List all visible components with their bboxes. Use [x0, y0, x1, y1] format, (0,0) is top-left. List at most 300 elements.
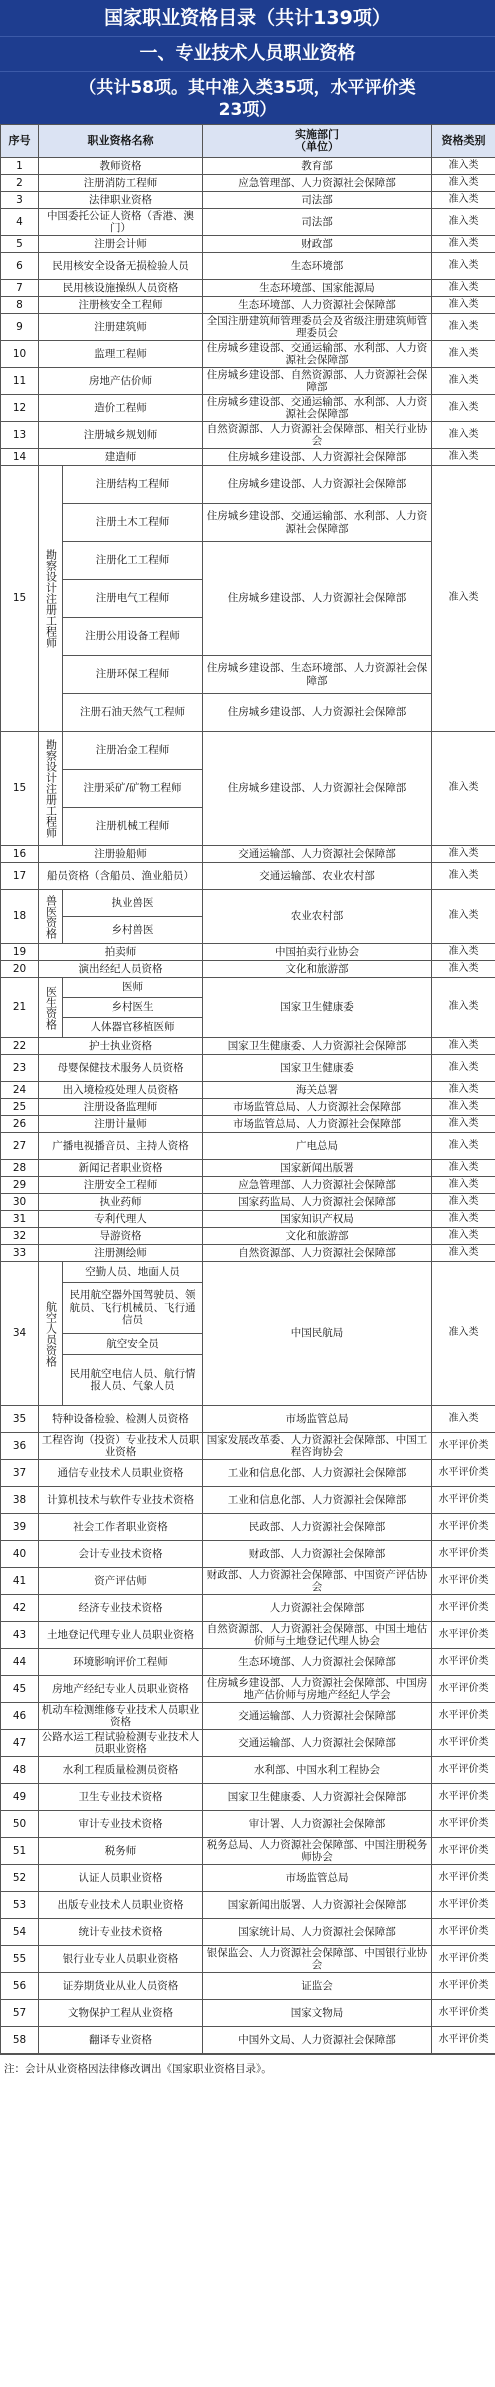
qualification-name: 房地产经纪专业人员职业资格	[39, 1676, 203, 1703]
table-row	[1, 466, 495, 504]
qualification-type: 水平评价类	[432, 1838, 495, 1865]
qualification-name: 教师资格	[39, 158, 203, 175]
row-number: 3	[1, 192, 39, 209]
row-number: 8	[1, 297, 39, 314]
table-row	[1, 1622, 495, 1649]
implementing-dept: 司法部	[203, 209, 432, 236]
qualification-name: 审计专业技术资格	[39, 1811, 203, 1838]
qualification-name: 注册石油天然气工程师	[63, 694, 203, 732]
qualification-name: 注册城乡规划师	[39, 422, 203, 449]
qualification-type: 水平评价类	[432, 1811, 495, 1838]
table-row	[1, 846, 495, 863]
qualification-name: 执业药师	[39, 1194, 203, 1211]
implementing-dept: 税务总局、人力资源社会保障部、中国注册税务师协会	[203, 1838, 432, 1865]
table-row	[1, 1228, 495, 1245]
qualification-name: 法律职业资格	[39, 192, 203, 209]
qualification-name: 监理工程师	[39, 341, 203, 368]
implementing-dept: 住房城乡建设部、人力资源社会保障部	[203, 449, 432, 466]
qualification-name: 航空安全员	[63, 1334, 203, 1355]
table-row	[1, 944, 495, 961]
qualification-type: 准入类	[432, 395, 495, 422]
implementing-dept: 交通运输部、人力资源社会保障部	[203, 846, 432, 863]
table-row	[1, 542, 495, 580]
row-number: 27	[1, 1133, 39, 1160]
implementing-dept: 住房城乡建设部、交通运输部、水利部、人力资源社会保障部	[203, 504, 432, 542]
qualification-type: 水平评价类	[432, 1892, 495, 1919]
qualification-type: 准入类	[432, 158, 495, 175]
row-number: 48	[1, 1757, 39, 1784]
table-row	[1, 1460, 495, 1487]
qualification-name: 注册安全工程师	[39, 1177, 203, 1194]
implementing-dept: 自然资源部、人力资源社会保障部、中国土地估价师与土地登记代理人协会	[203, 1622, 432, 1649]
row-number: 12	[1, 395, 39, 422]
implementing-dept: 住房城乡建设部、生态环境部、人力资源社会保障部	[203, 656, 432, 694]
qualification-type: 准入类	[432, 1245, 495, 1262]
qualification-type: 水平评价类	[432, 1487, 495, 1514]
row-number: 18	[1, 890, 39, 944]
row-number: 1	[1, 158, 39, 175]
implementing-dept: 审计署、人力资源社会保障部	[203, 1811, 432, 1838]
implementing-dept: 工业和信息化部、人力资源社会保障部	[203, 1460, 432, 1487]
row-number: 26	[1, 1116, 39, 1133]
implementing-dept: 人力资源社会保障部	[203, 1595, 432, 1622]
row-number: 4	[1, 209, 39, 236]
implementing-dept: 生态环境部、国家能源局	[203, 280, 432, 297]
implementing-dept: 交通运输部、农业农村部	[203, 863, 432, 890]
row-number: 41	[1, 1568, 39, 1595]
implementing-dept: 国家新闻出版署	[203, 1160, 432, 1177]
row-number: 17	[1, 863, 39, 890]
qualification-name: 演出经纪人员资格	[39, 961, 203, 978]
implementing-dept: 国家卫生健康委、人力资源社会保障部	[203, 1784, 432, 1811]
qualification-name: 卫生专业技术资格	[39, 1784, 203, 1811]
qualification-name: 注册采矿/矿物工程师	[63, 770, 203, 808]
table-row	[1, 1676, 495, 1703]
implementing-dept: 财政部、人力资源社会保障部、中国资产评估协会	[203, 1568, 432, 1595]
qualification-name: 拍卖师	[39, 944, 203, 961]
implementing-dept: 国家药监局、人力资源社会保障部	[203, 1194, 432, 1211]
table-row	[1, 1194, 495, 1211]
implementing-dept: 住房城乡建设部、交通运输部、水利部、人力资源社会保障部	[203, 341, 432, 368]
qualification-name: 医师	[63, 978, 203, 998]
implementing-dept: 全国注册建筑师管理委员会及省级注册建筑师管理委员会	[203, 314, 432, 341]
qualification-type: 准入类	[432, 236, 495, 253]
group-label: 兽医资格	[39, 890, 63, 944]
header-banner	[0, 0, 495, 124]
table-row	[1, 175, 495, 192]
implementing-dept: 住房城乡建设部、人力资源社会保障部	[203, 732, 432, 846]
group-label: 航空人员资格	[39, 1262, 63, 1406]
row-number: 2	[1, 175, 39, 192]
table-row	[1, 1055, 495, 1082]
row-number: 37	[1, 1460, 39, 1487]
qualification-type: 准入类	[432, 890, 495, 944]
qualification-name: 翻译专业资格	[39, 2027, 203, 2054]
qualification-type: 水平评价类	[432, 1514, 495, 1541]
qualification-type: 准入类	[432, 961, 495, 978]
table-row	[1, 1177, 495, 1194]
implementing-dept: 住房城乡建设部、人力资源社会保障部	[203, 694, 432, 732]
qualification-type: 水平评价类	[432, 1973, 495, 2000]
row-number: 25	[1, 1099, 39, 1116]
implementing-dept: 市场监管总局、人力资源社会保障部	[203, 1099, 432, 1116]
qualification-type: 水平评价类	[432, 1919, 495, 1946]
implementing-dept: 司法部	[203, 192, 432, 209]
qualification-name: 证券期货业从业人员资格	[39, 1973, 203, 2000]
qualification-name: 船员资格（含船员、渔业船员）	[39, 863, 203, 890]
qualification-type: 准入类	[432, 1082, 495, 1099]
table-row	[1, 694, 495, 732]
table-row	[1, 1649, 495, 1676]
implementing-dept: 住房城乡建设部、人力资源社会保障部、中国房地产估价师与房地产经纪人学会	[203, 1676, 432, 1703]
implementing-dept: 市场监管总局	[203, 1406, 432, 1433]
qualification-name: 注册建筑师	[39, 314, 203, 341]
implementing-dept: 国家发展改革委、人力资源社会保障部、中国工程咨询协会	[203, 1433, 432, 1460]
implementing-dept: 国家卫生健康委	[203, 978, 432, 1038]
table-row	[1, 1865, 495, 1892]
qualification-name: 乡村兽医	[63, 917, 203, 944]
qualification-type: 准入类	[432, 449, 495, 466]
table-row	[1, 368, 495, 395]
qualification-type: 准入类	[432, 368, 495, 395]
table-row	[1, 1099, 495, 1116]
row-number: 24	[1, 1082, 39, 1099]
row-number: 57	[1, 2000, 39, 2027]
implementing-dept: 农业农村部	[203, 890, 432, 944]
qualification-type: 水平评价类	[432, 1946, 495, 1973]
row-number: 14	[1, 449, 39, 466]
row-number: 51	[1, 1838, 39, 1865]
qualification-type: 水平评价类	[432, 1730, 495, 1757]
qualification-type: 准入类	[432, 1211, 495, 1228]
table-body	[1, 158, 495, 2054]
table-row	[1, 1406, 495, 1433]
row-number: 44	[1, 1649, 39, 1676]
implementing-dept: 国家知识产权局	[203, 1211, 432, 1228]
table-row	[1, 1784, 495, 1811]
qualification-type: 水平评价类	[432, 1433, 495, 1460]
table-row	[1, 1133, 495, 1160]
table-row	[1, 422, 495, 449]
row-number: 11	[1, 368, 39, 395]
column-header-dept-main: 实施部门	[295, 127, 339, 141]
qualification-name: 认证人员职业资格	[39, 1865, 203, 1892]
implementing-dept: 国家文物局	[203, 2000, 432, 2027]
qualification-name: 注册计量师	[39, 1116, 203, 1133]
qualification-name: 计算机技术与软件专业技术资格	[39, 1487, 203, 1514]
row-number: 30	[1, 1194, 39, 1211]
qualification-type: 准入类	[432, 978, 495, 1038]
row-number: 33	[1, 1245, 39, 1262]
table-row	[1, 341, 495, 368]
row-number: 58	[1, 2027, 39, 2054]
qualification-name: 空勤人员、地面人员	[63, 1262, 203, 1283]
row-number: 20	[1, 961, 39, 978]
table-row	[1, 1973, 495, 2000]
column-header-no: 序号	[1, 125, 39, 158]
qualification-type: 准入类	[432, 209, 495, 236]
row-number: 32	[1, 1228, 39, 1245]
qualification-name: 经济专业技术资格	[39, 1595, 203, 1622]
qualification-name: 税务师	[39, 1838, 203, 1865]
qualification-name: 专利代理人	[39, 1211, 203, 1228]
row-number: 7	[1, 280, 39, 297]
row-number: 47	[1, 1730, 39, 1757]
table-row	[1, 1757, 495, 1784]
qualification-type: 水平评价类	[432, 1703, 495, 1730]
qualification-name: 人体器官移植医师	[63, 1018, 203, 1038]
qualification-type: 水平评价类	[432, 1649, 495, 1676]
section-subtitle: 一、专业技术人员职业资格	[0, 37, 495, 72]
implementing-dept: 海关总署	[203, 1082, 432, 1099]
table-row	[1, 297, 495, 314]
qualification-type: 水平评价类	[432, 1595, 495, 1622]
table-row	[1, 253, 495, 280]
row-number: 46	[1, 1703, 39, 1730]
qualification-name: 民用航空器外国驾驶员、领航员、飞行机械员、飞行通信员	[63, 1283, 203, 1334]
qualification-name: 注册环保工程师	[63, 656, 203, 694]
qualification-name: 注册消防工程师	[39, 175, 203, 192]
qualification-name: 注册设备监理师	[39, 1099, 203, 1116]
section-count	[0, 72, 495, 124]
qualification-name: 注册机械工程师	[63, 808, 203, 846]
implementing-dept: 交通运输部、人力资源社会保障部	[203, 1730, 432, 1757]
implementing-dept: 民政部、人力资源社会保障部	[203, 1514, 432, 1541]
implementing-dept: 交通运输部、人力资源社会保障部	[203, 1703, 432, 1730]
implementing-dept: 中国拍卖行业协会	[203, 944, 432, 961]
qualification-type: 准入类	[432, 1160, 495, 1177]
qualification-name: 房地产估价师	[39, 368, 203, 395]
qualification-name: 民用核设施操纵人员资格	[39, 280, 203, 297]
table-row	[1, 1082, 495, 1099]
qualification-type: 水平评价类	[432, 1676, 495, 1703]
column-header-dept	[203, 125, 432, 158]
row-number: 40	[1, 1541, 39, 1568]
table-row	[1, 192, 495, 209]
qualification-type: 准入类	[432, 1038, 495, 1055]
qualification-name: 注册核安全工程师	[39, 297, 203, 314]
implementing-dept: 财政部、人力资源社会保障部	[203, 1541, 432, 1568]
table-row	[1, 863, 495, 890]
implementing-dept: 自然资源部、人力资源社会保障部、相关行业协会	[203, 422, 432, 449]
table-row	[1, 1211, 495, 1228]
qualification-name: 注册会计师	[39, 236, 203, 253]
table-row	[1, 961, 495, 978]
table-row	[1, 1568, 495, 1595]
qualification-type: 准入类	[432, 1406, 495, 1433]
qualification-table	[0, 124, 495, 2054]
implementing-dept: 水利部、中国水利工程协会	[203, 1757, 432, 1784]
group-label: 勘察设计注册工程师	[39, 732, 63, 846]
table-row	[1, 1514, 495, 1541]
implementing-dept: 应急管理部、人力资源社会保障部	[203, 175, 432, 192]
qualification-type: 准入类	[432, 175, 495, 192]
row-number: 49	[1, 1784, 39, 1811]
implementing-dept: 财政部	[203, 236, 432, 253]
row-number: 42	[1, 1595, 39, 1622]
row-number: 15	[1, 466, 39, 732]
qualification-name: 注册验船师	[39, 846, 203, 863]
qualification-type: 准入类	[432, 422, 495, 449]
qualification-type: 准入类	[432, 1099, 495, 1116]
qualification-type: 水平评价类	[432, 1541, 495, 1568]
qualification-name: 出入境检疫处理人员资格	[39, 1082, 203, 1099]
qualification-type: 水平评价类	[432, 1865, 495, 1892]
page-title: 国家职业资格目录（共计139项）	[0, 0, 495, 37]
row-number: 5	[1, 236, 39, 253]
table-row	[1, 1038, 495, 1055]
implementing-dept: 住房城乡建设部、人力资源社会保障部	[203, 466, 432, 504]
row-number: 31	[1, 1211, 39, 1228]
implementing-dept: 证监会	[203, 1973, 432, 2000]
qualification-type: 准入类	[432, 1262, 495, 1406]
implementing-dept: 住房城乡建设部、自然资源部、人力资源社会保障部	[203, 368, 432, 395]
qualification-type: 水平评价类	[432, 2027, 495, 2054]
implementing-dept: 文化和旅游部	[203, 1228, 432, 1245]
implementing-dept: 市场监管总局	[203, 1865, 432, 1892]
row-number: 36	[1, 1433, 39, 1460]
row-number: 55	[1, 1946, 39, 1973]
table-row	[1, 1487, 495, 1514]
qualification-type: 准入类	[432, 280, 495, 297]
qualification-type: 水平评价类	[432, 2000, 495, 2027]
row-number: 28	[1, 1160, 39, 1177]
table-row	[1, 1946, 495, 1973]
implementing-dept: 国家卫生健康委	[203, 1055, 432, 1082]
implementing-dept: 应急管理部、人力资源社会保障部	[203, 1177, 432, 1194]
qualification-name: 特种设备检验、检测人员资格	[39, 1406, 203, 1433]
qualification-type: 水平评价类	[432, 1757, 495, 1784]
qualification-type: 准入类	[432, 341, 495, 368]
row-number: 15	[1, 732, 39, 846]
implementing-dept: 生态环境部、人力资源社会保障部	[203, 1649, 432, 1676]
qualification-type: 准入类	[432, 1116, 495, 1133]
column-header-name: 职业资格名称	[39, 125, 203, 158]
section-count-line2: 23项）	[218, 100, 277, 120]
qualification-name: 资产评估师	[39, 1568, 203, 1595]
qualification-type: 准入类	[432, 314, 495, 341]
row-number: 53	[1, 1892, 39, 1919]
qualification-name: 注册化工工程师	[63, 542, 203, 580]
implementing-dept: 教育部	[203, 158, 432, 175]
qualification-name: 社会工作者职业资格	[39, 1514, 203, 1541]
qualification-name: 注册冶金工程师	[63, 732, 203, 770]
qualification-type: 准入类	[432, 297, 495, 314]
qualification-name: 建造师	[39, 449, 203, 466]
table-row	[1, 504, 495, 542]
row-number: 54	[1, 1919, 39, 1946]
group-label: 勘察设计注册工程师	[39, 466, 63, 732]
table-row	[1, 2000, 495, 2027]
footnote: 注：会计从业资格因法律修改调出《国家职业资格目录》。	[0, 2054, 495, 2087]
implementing-dept: 银保监会、人力资源社会保障部、中国银行业协会	[203, 1946, 432, 1973]
qualification-name: 统计专业技术资格	[39, 1919, 203, 1946]
qualification-name: 机动车检测维修专业技术人员职业资格	[39, 1703, 203, 1730]
qualification-type: 水平评价类	[432, 1460, 495, 1487]
row-number: 6	[1, 253, 39, 280]
table-row	[1, 395, 495, 422]
qualification-name: 母婴保健技术服务人员资格	[39, 1055, 203, 1082]
table-row	[1, 656, 495, 694]
row-number: 45	[1, 1676, 39, 1703]
qualification-name: 水利工程质量检测员资格	[39, 1757, 203, 1784]
implementing-dept: 工业和信息化部、人力资源社会保障部	[203, 1487, 432, 1514]
qualification-type: 准入类	[432, 944, 495, 961]
row-number: 43	[1, 1622, 39, 1649]
implementing-dept: 中国外文局、人力资源社会保障部	[203, 2027, 432, 2054]
implementing-dept: 文化和旅游部	[203, 961, 432, 978]
qualification-name: 护士执业资格	[39, 1038, 203, 1055]
qualification-name: 土地登记代理专业人员职业资格	[39, 1622, 203, 1649]
row-number: 52	[1, 1865, 39, 1892]
implementing-dept: 自然资源部、人力资源社会保障部	[203, 1245, 432, 1262]
qualification-name: 民用核安全设备无损检验人员	[39, 253, 203, 280]
table-row	[1, 1262, 495, 1283]
qualification-type: 准入类	[432, 1133, 495, 1160]
qualification-name: 文物保护工程从业资格	[39, 2000, 203, 2027]
implementing-dept: 国家新闻出版署、人力资源社会保障部	[203, 1892, 432, 1919]
table-header-row	[1, 125, 495, 158]
row-number: 10	[1, 341, 39, 368]
implementing-dept: 生态环境部、人力资源社会保障部	[203, 297, 432, 314]
table-row	[1, 1160, 495, 1177]
qualification-name: 中国委托公证人资格（香港、澳门）	[39, 209, 203, 236]
qualification-type: 准入类	[432, 1228, 495, 1245]
qualification-name: 会计专业技术资格	[39, 1541, 203, 1568]
qualification-type: 准入类	[432, 192, 495, 209]
row-number: 16	[1, 846, 39, 863]
implementing-dept: 国家统计局、人力资源社会保障部	[203, 1919, 432, 1946]
implementing-dept: 住房城乡建设部、人力资源社会保障部	[203, 542, 432, 656]
table-row	[1, 1595, 495, 1622]
qualification-name: 执业兽医	[63, 890, 203, 917]
qualification-type: 准入类	[432, 863, 495, 890]
column-header-dept-sub: （单位）	[295, 140, 339, 153]
row-number: 19	[1, 944, 39, 961]
implementing-dept: 住房城乡建设部、交通运输部、水利部、人力资源社会保障部	[203, 395, 432, 422]
row-number: 50	[1, 1811, 39, 1838]
table-row	[1, 314, 495, 341]
qualification-type: 准入类	[432, 1194, 495, 1211]
qualification-type: 准入类	[432, 846, 495, 863]
implementing-dept: 生态环境部	[203, 253, 432, 280]
table-row	[1, 280, 495, 297]
table-row	[1, 1892, 495, 1919]
qualification-type: 准入类	[432, 1055, 495, 1082]
group-label: 医生资格	[39, 978, 63, 1038]
column-header-type: 资格类别	[432, 125, 495, 158]
qualification-name: 注册土木工程师	[63, 504, 203, 542]
row-number: 56	[1, 1973, 39, 2000]
row-number: 39	[1, 1514, 39, 1541]
qualification-name: 新闻记者职业资格	[39, 1160, 203, 1177]
row-number: 35	[1, 1406, 39, 1433]
row-number: 9	[1, 314, 39, 341]
row-number: 22	[1, 1038, 39, 1055]
row-number: 21	[1, 978, 39, 1038]
qualification-name: 广播电视播音员、主持人资格	[39, 1133, 203, 1160]
table-row	[1, 890, 495, 917]
table-row	[1, 1811, 495, 1838]
qualification-name: 造价工程师	[39, 395, 203, 422]
table-row	[1, 1245, 495, 1262]
qualification-type: 水平评价类	[432, 1622, 495, 1649]
row-number: 29	[1, 1177, 39, 1194]
row-number: 23	[1, 1055, 39, 1082]
qualification-name: 导游资格	[39, 1228, 203, 1245]
qualification-type: 水平评价类	[432, 1568, 495, 1595]
implementing-dept: 广电总局	[203, 1133, 432, 1160]
